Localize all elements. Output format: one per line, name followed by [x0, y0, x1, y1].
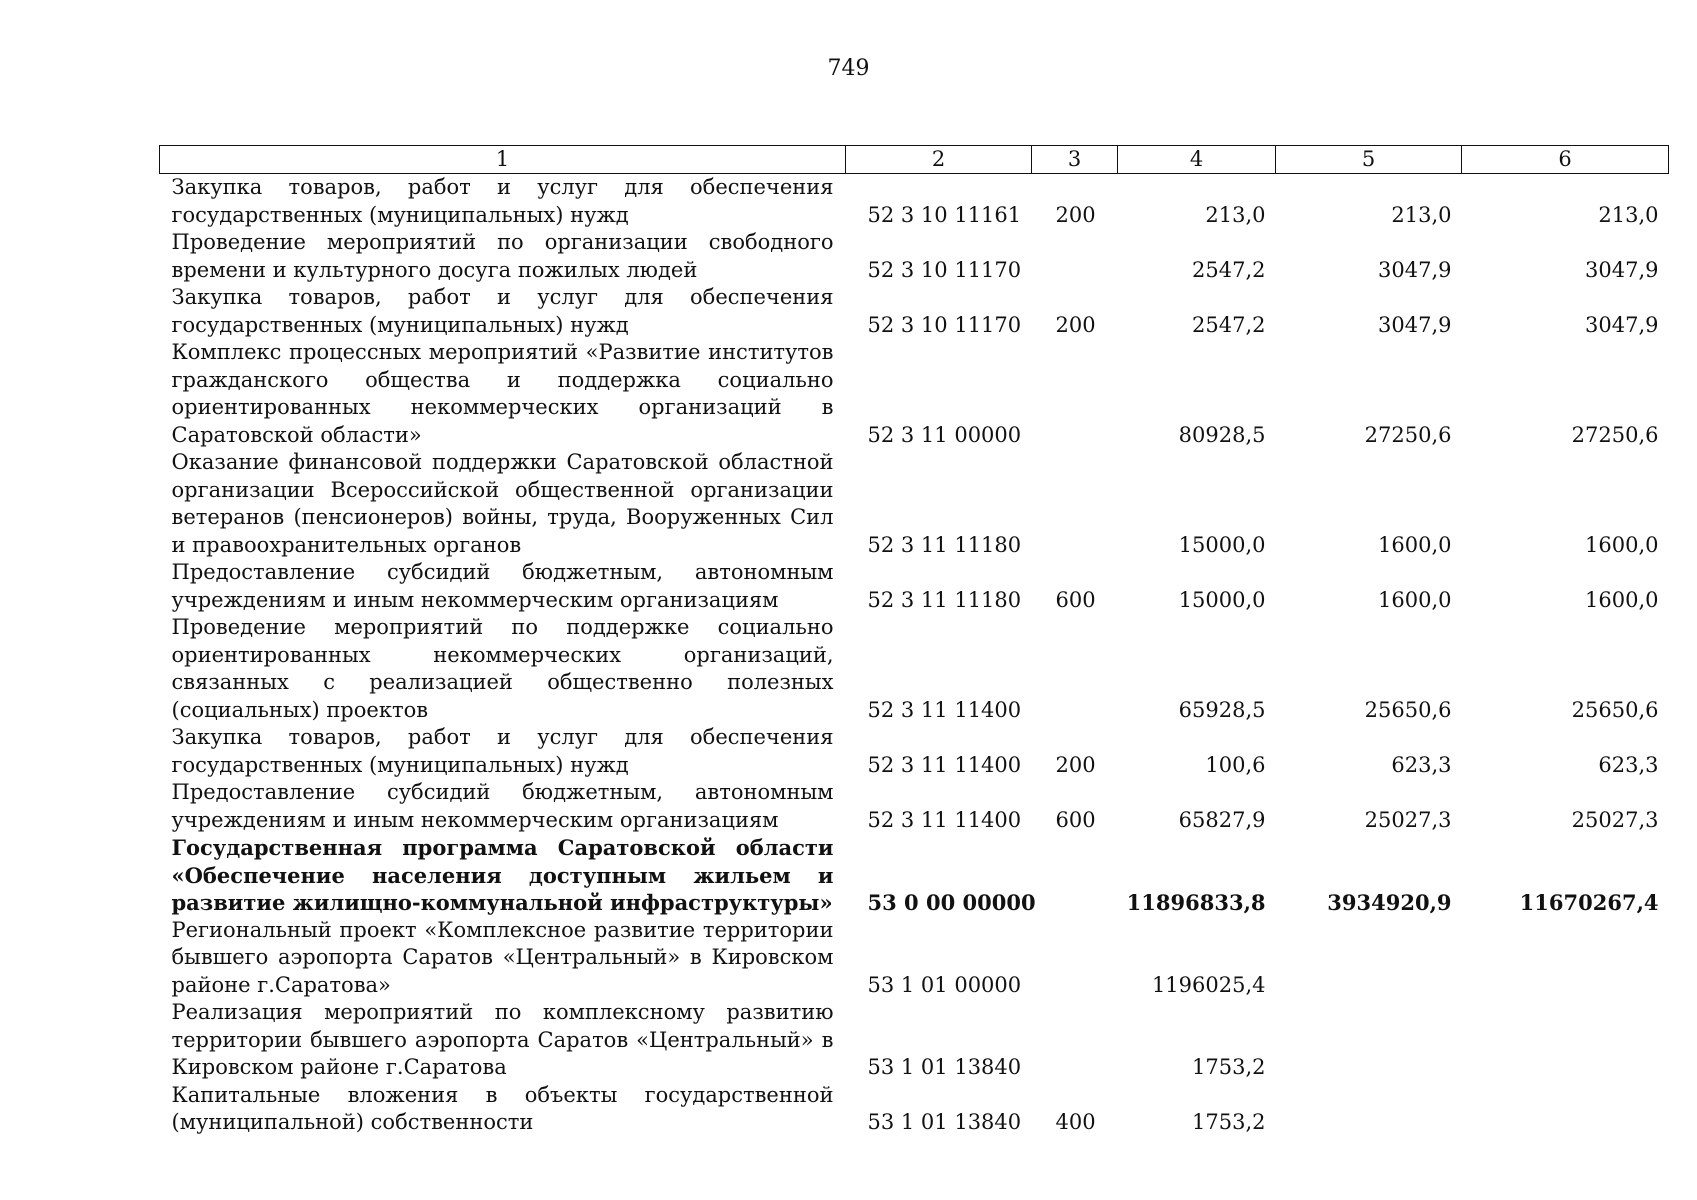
row-value-col5: 3934920,9 [1327, 890, 1452, 915]
row-value-col4: 2547,2 [1192, 257, 1266, 282]
table-body [160, 174, 1669, 1137]
row-code: 53 1 01 00000 [867, 972, 1022, 997]
row-code: 52 3 10 11170 [867, 312, 1022, 337]
table-row [160, 614, 1669, 724]
row-value-col4: 100,6 [1205, 752, 1266, 777]
row-expense-type: 400 [1055, 1110, 1096, 1134]
row-value-col6 [1462, 1082, 1669, 1137]
row-value-col6: 1600,0 [1585, 532, 1659, 557]
row-description: Государственная программа Саратовской области «Обеспечение населения доступным жильем и развитие жилищно-коммунальной инфраструктуры» [171, 835, 834, 915]
row-code: 53 1 01 13840 [867, 1055, 1022, 1079]
row-value-col6: 3047,9 [1585, 257, 1659, 282]
row-value-col4: 80928,5 [1178, 422, 1266, 447]
budget-table [159, 145, 1669, 1137]
table-row [160, 559, 1669, 614]
row-code: 52 3 11 11400 [867, 752, 1022, 777]
row-expense-type [1032, 339, 1118, 449]
row-description: Проведение мероприятий по организации свободного времени и культурного досуга пожилых людей [171, 230, 834, 282]
row-value-col4: 15000,0 [1178, 587, 1266, 612]
row-description: Проведение мероприятий по поддержке социально ориентированных некоммерческих организаций, связанных с реализацией общественно полезных (социальных) проектов [171, 615, 834, 722]
table-row [160, 779, 1669, 834]
row-description: Закупка товаров, работ и услуг для обеспечения государственных (муниципальных) нужд [171, 725, 834, 777]
row-value-col6: 11670267,4 [1519, 890, 1659, 915]
row-value-col5 [1276, 1082, 1462, 1137]
row-value-col5: 1600,0 [1378, 587, 1452, 612]
row-value-col4: 1753,2 [1192, 1110, 1266, 1134]
row-expense-type [1032, 834, 1118, 917]
row-value-col6: 25027,3 [1571, 807, 1659, 832]
row-description: Закупка товаров, работ и услуг для обеспечения государственных (муниципальных) нужд [171, 285, 834, 337]
table-row [160, 339, 1669, 449]
row-code: 52 3 11 11400 [867, 807, 1022, 832]
table-row [160, 999, 1669, 1082]
row-value-col5 [1276, 917, 1462, 1000]
row-code: 52 3 11 11400 [867, 697, 1022, 722]
row-expense-type: 600 [1055, 587, 1096, 612]
column-header: 4 [1118, 146, 1276, 174]
row-expense-type [1032, 449, 1118, 559]
column-header: 1 [160, 146, 846, 174]
row-value-col4: 1753,2 [1192, 1055, 1266, 1079]
row-code: 52 3 11 00000 [867, 422, 1022, 447]
row-description: Закупка товаров, работ и услуг для обеспечения государственных (муниципальных) нужд [171, 175, 834, 227]
row-value-col5: 27250,6 [1364, 422, 1452, 447]
table-row [160, 724, 1669, 779]
column-header: 2 [846, 146, 1032, 174]
row-expense-type [1032, 614, 1118, 724]
row-value-col5 [1276, 999, 1462, 1082]
table-row [160, 834, 1669, 917]
table-row [160, 1082, 1669, 1137]
table-row [160, 174, 1669, 230]
row-expense-type [1032, 917, 1118, 1000]
page-number: 749 [827, 56, 870, 81]
column-header: 6 [1462, 146, 1669, 174]
row-value-col5: 3047,9 [1378, 257, 1452, 282]
row-value-col4: 65928,5 [1178, 697, 1266, 722]
row-value-col5: 213,0 [1391, 202, 1452, 227]
row-expense-type: 200 [1055, 312, 1096, 337]
row-expense-type: 200 [1055, 202, 1096, 227]
row-code: 52 3 10 11161 [867, 202, 1022, 227]
row-value-col5: 3047,9 [1378, 312, 1452, 337]
row-value-col6: 213,0 [1598, 202, 1659, 227]
row-code: 53 1 01 13840 [867, 1110, 1022, 1134]
row-value-col4: 1196025,4 [1151, 972, 1266, 997]
row-value-col6: 27250,6 [1571, 422, 1659, 447]
row-description: Комплекс процессных мероприятий «Развитие институтов гражданского общества и поддержка социально ориентированных некоммерческих организаций в Саратовской области» [171, 340, 834, 447]
row-value-col5: 623,3 [1391, 752, 1452, 777]
row-code: 53 0 00 00000 [867, 890, 1036, 915]
row-value-col6: 623,3 [1598, 752, 1659, 777]
column-header: 5 [1276, 146, 1462, 174]
row-description: Региональный проект «Комплексное развитие территории бывшего аэропорта Саратов «Центральный» в Кировском районе г.Саратова» [171, 917, 834, 997]
row-expense-type [1032, 229, 1118, 284]
row-value-col5: 25650,6 [1364, 697, 1452, 722]
table-row [160, 229, 1669, 284]
row-description: Реализация мероприятий по комплексному развитию территории бывшего аэропорта Саратов «Центральный» в Кировском районе г.Саратова [171, 1000, 834, 1079]
row-value-col6: 1600,0 [1585, 587, 1659, 612]
row-value-col6 [1462, 917, 1669, 1000]
column-header: 3 [1032, 146, 1118, 174]
row-expense-type: 200 [1055, 752, 1096, 777]
row-value-col6 [1462, 999, 1669, 1082]
row-value-col4: 65827,9 [1178, 807, 1266, 832]
row-expense-type: 600 [1055, 807, 1096, 832]
table-header-row [160, 146, 1669, 174]
row-description: Предоставление субсидий бюджетным, автономным учреждениям и иным некоммерческим организациям [171, 560, 834, 612]
table-row [160, 449, 1669, 559]
table-row [160, 284, 1669, 339]
row-description: Оказание финансовой поддержки Саратовской областной организации Всероссийской общественной организации ветеранов (пенсионеров) войны, труда, Вооруженных Сил и правоохранительных органов [171, 450, 834, 557]
row-code: 52 3 11 11180 [867, 532, 1022, 557]
row-value-col4: 2547,2 [1192, 312, 1266, 337]
row-value-col4: 15000,0 [1178, 532, 1266, 557]
row-value-col5: 25027,3 [1364, 807, 1452, 832]
row-value-col4: 213,0 [1205, 202, 1266, 227]
row-value-col6: 3047,9 [1585, 312, 1659, 337]
row-value-col4: 11896833,8 [1126, 890, 1266, 915]
row-value-col5: 1600,0 [1378, 532, 1452, 557]
table-row [160, 917, 1669, 1000]
row-description: Капитальные вложения в объекты государственной (муниципальной) собственности [171, 1082, 834, 1134]
row-code: 52 3 10 11170 [867, 257, 1022, 282]
row-expense-type [1032, 999, 1118, 1082]
row-code: 52 3 11 11180 [867, 587, 1022, 612]
row-description: Предоставление субсидий бюджетным, автономным учреждениям и иным некоммерческим организациям [171, 780, 834, 832]
row-value-col6: 25650,6 [1571, 697, 1659, 722]
